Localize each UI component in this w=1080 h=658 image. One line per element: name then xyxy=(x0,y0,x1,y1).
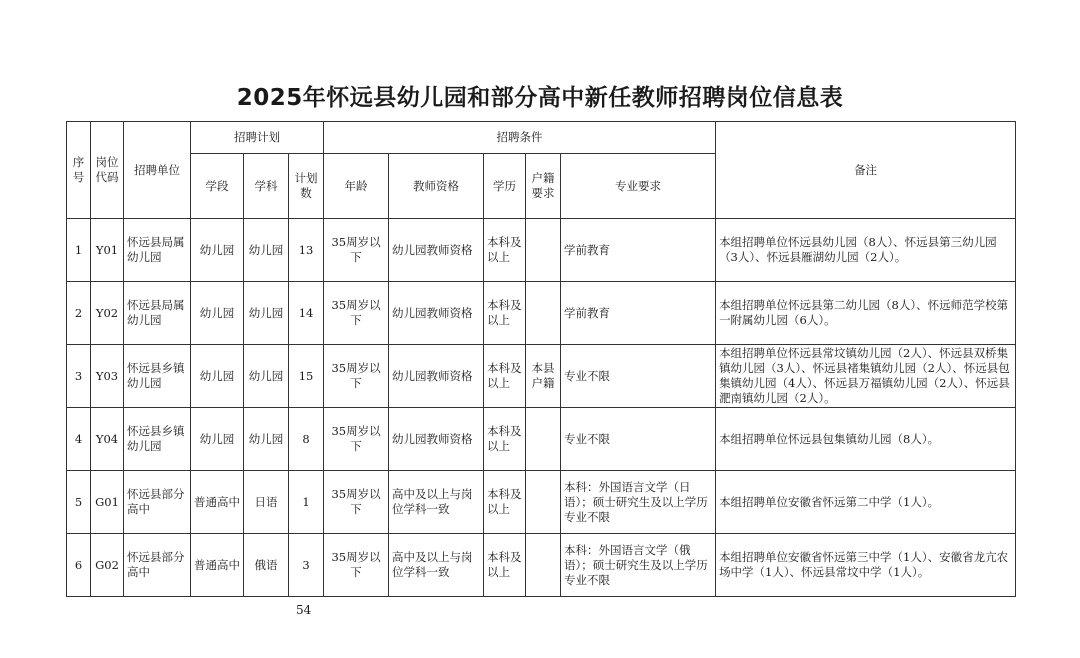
cell-code: G01 xyxy=(91,471,124,534)
cell-qualification: 幼儿园教师资格 xyxy=(389,219,484,282)
cell-hukou xyxy=(526,219,561,282)
table-row xyxy=(67,219,1016,282)
cell-major: 专业不限 xyxy=(561,408,716,471)
cell-education: 本科及以上 xyxy=(484,534,526,597)
cell-unit: 怀远县部分高中 xyxy=(124,471,191,534)
recruitment-table xyxy=(66,121,1016,597)
cell-qualification: 幼儿园教师资格 xyxy=(389,408,484,471)
cell-major: 学前教育 xyxy=(561,219,716,282)
cell-remark: 本组招聘单位怀远县幼儿园（8人）、怀远县第三幼儿园（3人）、怀远县雁湖幼儿园（2人）。 xyxy=(716,219,1016,282)
cell-remark: 本组招聘单位怀远县第二幼儿园（8人）、怀远师范学校第一附属幼儿园（6人）。 xyxy=(716,282,1016,345)
cell-age: 35周岁以下 xyxy=(324,471,389,534)
cell-unit: 怀远县乡镇幼儿园 xyxy=(124,408,191,471)
cell-seq: 2 xyxy=(67,282,91,345)
table-row xyxy=(67,282,1016,345)
cell-age: 35周岁以下 xyxy=(324,219,389,282)
header-subject: 学科 xyxy=(244,154,289,219)
cell-subject: 幼儿园 xyxy=(244,219,289,282)
cell-stage: 幼儿园 xyxy=(191,282,244,345)
cell-seq: 5 xyxy=(67,471,91,534)
cell-education: 本科及以上 xyxy=(484,408,526,471)
cell-stage: 普通高中 xyxy=(191,471,244,534)
cell-count: 14 xyxy=(289,282,324,345)
cell-hukou xyxy=(526,408,561,471)
header-count: 计划数 xyxy=(289,154,324,219)
cell-code: Y04 xyxy=(91,408,124,471)
cell-age: 35周岁以下 xyxy=(324,408,389,471)
page-number: 54 xyxy=(296,603,312,617)
cell-education: 本科及以上 xyxy=(484,219,526,282)
cell-count: 15 xyxy=(289,345,324,408)
cell-count: 13 xyxy=(289,219,324,282)
cell-age: 35周岁以下 xyxy=(324,534,389,597)
cell-major: 学前教育 xyxy=(561,282,716,345)
cell-qualification: 高中及以上与岗位学科一致 xyxy=(389,471,484,534)
cell-unit: 怀远县局属幼儿园 xyxy=(124,282,191,345)
cell-major: 本科：外国语言文学（日语）；硕士研究生及以上学历专业不限 xyxy=(561,471,716,534)
page-title: 2025年怀远县幼儿园和部分高中新任教师招聘岗位信息表 xyxy=(236,85,844,111)
header-code: 岗位代码 xyxy=(91,122,124,219)
table-row xyxy=(67,408,1016,471)
cell-subject: 俄语 xyxy=(244,534,289,597)
cell-count: 3 xyxy=(289,534,324,597)
cell-qualification: 高中及以上与岗位学科一致 xyxy=(389,534,484,597)
table-row xyxy=(67,471,1016,534)
cell-age: 35周岁以下 xyxy=(324,282,389,345)
cell-qualification: 幼儿园教师资格 xyxy=(389,282,484,345)
header-stage: 学段 xyxy=(191,154,244,219)
cell-stage: 幼儿园 xyxy=(191,345,244,408)
cell-subject: 幼儿园 xyxy=(244,282,289,345)
header-seq: 序号 xyxy=(67,122,91,219)
cell-hukou xyxy=(526,471,561,534)
cell-hukou: 本县户籍 xyxy=(526,345,561,408)
cell-education: 本科及以上 xyxy=(484,345,526,408)
header-unit: 招聘单位 xyxy=(124,122,191,219)
cell-education: 本科及以上 xyxy=(484,282,526,345)
cell-code: G02 xyxy=(91,534,124,597)
cell-code: Y03 xyxy=(91,345,124,408)
cell-seq: 4 xyxy=(67,408,91,471)
cell-remark: 本组招聘单位怀远县包集镇幼儿园（8人）。 xyxy=(716,408,1016,471)
header-hukou: 户籍要求 xyxy=(526,154,561,219)
cell-education: 本科及以上 xyxy=(484,471,526,534)
table-row xyxy=(67,534,1016,597)
header-age: 年龄 xyxy=(324,154,389,219)
cell-subject: 幼儿园 xyxy=(244,345,289,408)
cell-count: 8 xyxy=(289,408,324,471)
cell-remark: 本组招聘单位怀远县常坟镇幼儿园（2人）、怀远县双桥集镇幼儿园（3人）、怀远县褚集镇幼儿园（2人）、怀远县包集镇幼儿园（4人）、怀远县万福镇幼儿园（2人）、怀远县淝南镇幼儿园（2人）。 xyxy=(716,345,1016,408)
cell-qualification: 幼儿园教师资格 xyxy=(389,345,484,408)
cell-stage: 普通高中 xyxy=(191,534,244,597)
cell-age: 35周岁以下 xyxy=(324,345,389,408)
header-major: 专业要求 xyxy=(561,154,716,219)
cell-code: Y02 xyxy=(91,282,124,345)
cell-seq: 6 xyxy=(67,534,91,597)
header-qualification: 教师资格 xyxy=(389,154,484,219)
table-row xyxy=(67,345,1016,408)
cell-unit: 怀远县局属幼儿园 xyxy=(124,219,191,282)
cell-major: 专业不限 xyxy=(561,345,716,408)
cell-count: 1 xyxy=(289,471,324,534)
header-education: 学历 xyxy=(484,154,526,219)
cell-major: 本科：外国语言文学（俄语）；硕士研究生及以上学历专业不限 xyxy=(561,534,716,597)
cell-subject: 日语 xyxy=(244,471,289,534)
cell-unit: 怀远县乡镇幼儿园 xyxy=(124,345,191,408)
header-conditions: 招聘条件 xyxy=(324,122,716,154)
header-remark: 备注 xyxy=(716,122,1016,219)
cell-subject: 幼儿园 xyxy=(244,408,289,471)
header-plan: 招聘计划 xyxy=(191,122,324,154)
cell-seq: 3 xyxy=(67,345,91,408)
cell-code: Y01 xyxy=(91,219,124,282)
cell-seq: 1 xyxy=(67,219,91,282)
cell-remark: 本组招聘单位安徽省怀远第二中学（1人）。 xyxy=(716,471,1016,534)
cell-stage: 幼儿园 xyxy=(191,219,244,282)
cell-unit: 怀远县部分高中 xyxy=(124,534,191,597)
cell-remark: 本组招聘单位安徽省怀远第三中学（1人）、安徽省龙亢农场中学（1人）、怀远县常坟中学（1人）。 xyxy=(716,534,1016,597)
cell-stage: 幼儿园 xyxy=(191,408,244,471)
cell-hukou xyxy=(526,534,561,597)
cell-hukou xyxy=(526,282,561,345)
